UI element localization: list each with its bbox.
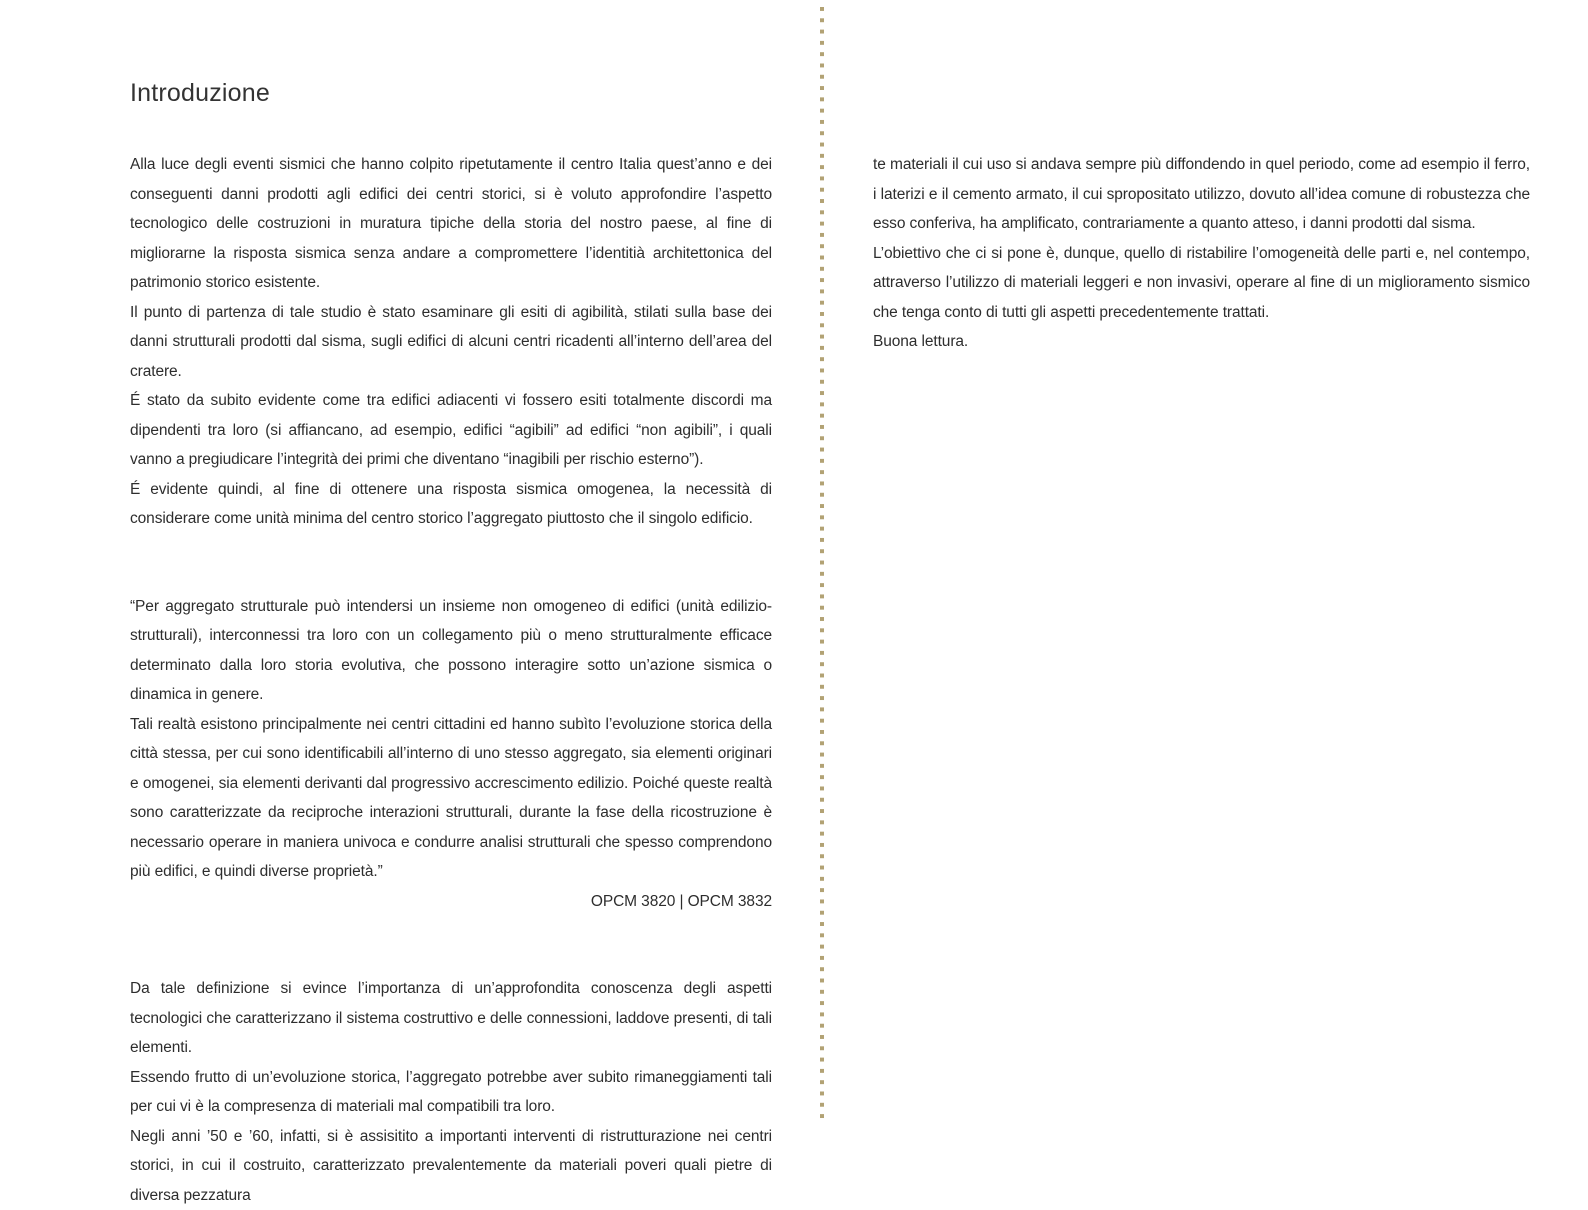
dotted-page-divider [820, 7, 824, 1123]
definition-discussion-block [130, 974, 772, 1210]
paragraph: É stato da subito evidente come tra edifici adiacenti vi fossero esiti totalmente discordi ma dipendenti tra loro (si affiancano, ad esempio, edifici “agibili” ad edifici “non agibili”, i quali vanno a pregiudicare l’integrità dei primi che diventano “inagibili per rischio esterno”). [130, 386, 772, 475]
quote-paragraph: “Per aggregato strutturale può intendersi un insieme non omogeneo di edifici (unità edilizio-strutturali), interconnessi tra loro con un collegamento più o meno strutturalmente efficace determinato dalla loro storia evolutiva, che possono interagire sotto un’azione sismica o dinamica in genere. [130, 592, 772, 710]
paragraph: te materiali il cui uso si andava sempre più diffondendo in quel periodo, come ad esempio il ferro, i laterizi e il cemento armato, il cui spropositato utilizzo, dovuto all’idea comune di robustezza che esso conferiva, ha amplificato, contrariamente a quanto atteso, i danni prodotti dal sisma. [873, 150, 1530, 239]
paragraph: Da tale definizione si evince l’importanza di un’approfondita conoscenza degli aspetti tecnologici che caratterizzano il sistema costruttivo e delle connessioni, laddove presenti, di tali elementi. [130, 974, 772, 1063]
continuation-block [873, 150, 1530, 327]
paragraph: É evidente quindi, al fine di ottenere una risposta sismica omogenea, la necessità di considerare come unità minima del centro storico l’aggregato piuttosto che il singolo edificio. [130, 475, 772, 534]
paragraph: Negli anni ’50 e ’60, infatti, si è assisitito a importanti interventi di ristrutturazione nei centri storici, in cui il costruito, caratterizzato prevalentemente da materiali poveri quali pietre di diversa pezzatura [130, 1122, 772, 1210]
quote-paragraph: Tali realtà esistono principalmente nei centri cittadini ed hanno subìto l’evoluzione storica della città stessa, per cui sono identificabili all’interno di uno stesso aggregato, sia elementi originari e omogenei, sia elementi derivanti dal progressivo accrescimento edilizio. Poiché queste realtà sono caratterizzate da reciproche interazioni strutturali, durante la fase della ricostruzione è necessario operare in maniera univoca e condurre analisi strutturali che spesso comprendono più edifici, e quindi diverse proprietà.” [130, 710, 772, 887]
paragraph: Il punto di partenza di tale studio è stato esaminare gli esiti di agibilità, stilati sulla base dei danni strutturali prodotti dal sisma, sugli edifici di alcuni centri ricadenti all’interno dell’area del cratere. [130, 298, 772, 387]
quote-citation: OPCM 3820 | OPCM 3832 [130, 887, 772, 917]
intro-block [130, 150, 772, 534]
normative-quote-block [130, 592, 772, 917]
paragraph: Alla luce degli eventi sismici che hanno colpito ripetutamente il centro Italia quest’anno e dei conseguenti danni prodotti agli edifici dei centri storici, si è voluto approfondire l’aspetto tecnologico delle costruzioni in muratura tipiche della storia del nostro paese, al fine di migliorarne la risposta sismica senza andare a compromettere l’identitià architettonica del patrimonio storico esistente. [130, 150, 772, 298]
paragraph: L’obiettivo che ci si pone è, dunque, quello di ristabilire l’omogeneità delle parti e, nel contempo, attraverso l’utilizzo di materiali leggeri e non invasivi, operare al fine di un miglioramento sismico che tenga conto di tutti gli aspetti precedentemente trattati. [873, 239, 1530, 328]
closing-salutation: Buona lettura. [873, 327, 1530, 357]
right-text-column [873, 150, 1530, 357]
page-title: Introduzione [130, 79, 270, 108]
paragraph: Essendo frutto di un’evoluzione storica, l’aggregato potrebbe aver subito rimaneggiamenti tali per cui vi è la compresenza di materiali mal compatibili tra loro. [130, 1063, 772, 1122]
left-text-column [130, 150, 772, 1210]
